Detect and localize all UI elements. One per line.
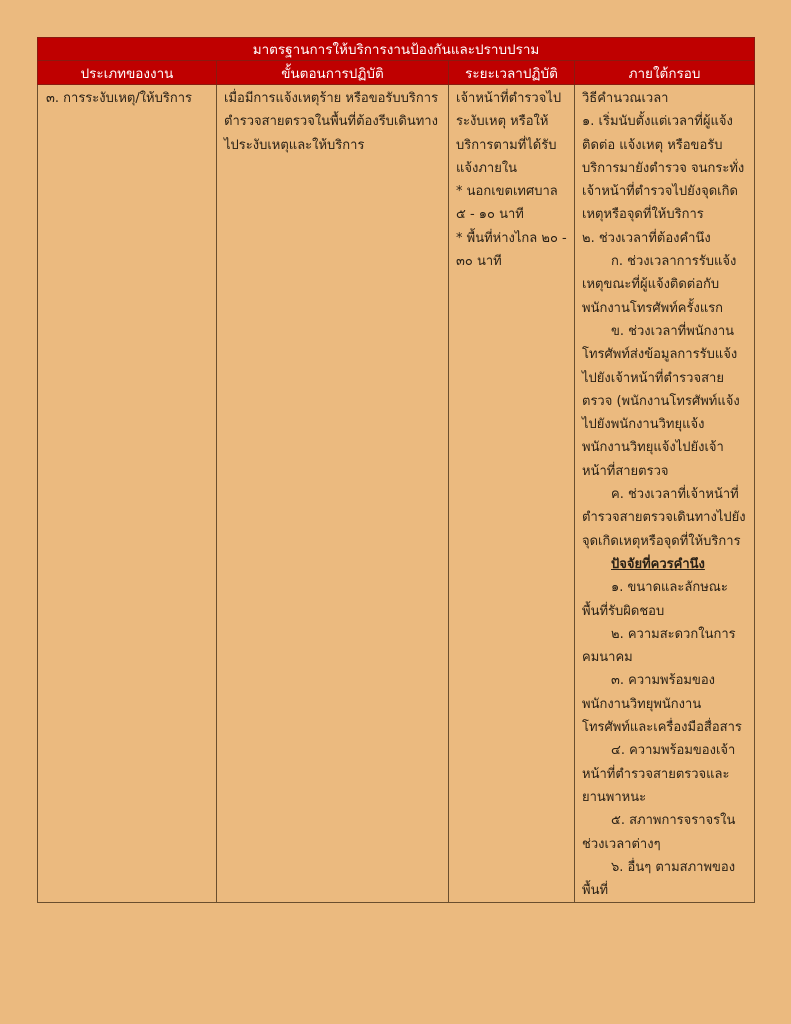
header-work-type: ประเภทของงาน [38,61,217,85]
cell-duration [449,85,575,903]
framework-item-2: ๒. ช่วงเวลาที่ต้องคำนึง [582,230,711,246]
factor-item: ๑. ขนาดและลักษณะพื้นที่รับผิดชอบ [582,580,728,619]
procedure-text: เมื่อมีการแจ้งเหตุร้าย หรือขอรับบริการ ตำรวจสายตรวจในพื้นที่ต้องรีบเดินทางไประงับเหตุและให้บริการ [224,91,439,153]
factor-item: ๕. สภาพการจราจรในช่วงเวลาต่างๆ [582,813,736,852]
factor-item: ๔. ความพร้อมของเจ้าหน้าที่ตำรวจสายตรวจและยานพาหนะ [582,743,736,805]
factor-item: ๖. อื่นๆ ตามสภาพของพื้นที่ [582,859,736,899]
service-standard-table [37,37,755,903]
cell-work-type [38,85,217,903]
table-header-row [38,61,755,85]
header-duration: ระยะเวลาปฏิบัติ [449,61,575,85]
header-framework: ภายใต้กรอบ [575,61,755,85]
cell-procedure [217,85,449,903]
framework-sub-a: ก. ช่วงเวลาการรับแจ้งเหตุขณะที่ผู้แจ้งติดต่อกับพนักงานโทรศัพท์ครั้งแรก [582,254,737,316]
framework-item-1: ๑. เริ่มนับตั้งแต่เวลาที่ผู้แจ้งติดต่อ แจ้งเหตุ หรือขอรับบริการมายังตำรวจ จนกระทั่งเจ้าหน้าที่ตำรวจไปยังจุดเกิดเหตุหรือจุดที่ให้บริการ [582,114,745,223]
work-type-text: ๓. การระงับเหตุ/ให้บริการ [46,91,193,106]
table-title-row [38,38,755,61]
factor-item: ๓. ความพร้อมของพนักงานวิทยุพนักงานโทรศัพท์และเครื่องมือสื่อสาร [582,673,742,736]
framework-sub-b: ข. ช่วงเวลาที่พนักงานโทรศัพท์ส่งข้อมูลการรับแจ้งไปยังเจ้าหน้าที่ตำรวจสายตรวจ (พนักงานโทรศัพท์แจ้งไปยังพนักงานวิทยุแจ้ง พนักงานวิทยุแจ้งไปยังเจ้าหน้าที่สายตรวจ [582,323,740,479]
framework-sub-c: ค. ช่วงเวลาที่เจ้าหน้าที่ตำรวจสายตรวจเดินทางไปยังจุดเกิดเหตุหรือจุดที่ให้บริการ [582,487,746,549]
framework-method: วิธีคำนวณเวลา [582,91,669,106]
cell-framework [575,85,755,903]
duration-remote-area: * พื้นที่ห่างไกล ๒๐ - ๓๐ นาที [456,230,567,270]
duration-text: เจ้าหน้าที่ตำรวจไประงับเหตุ หรือให้บริการตามที่ได้รับแจ้งภายใน [456,91,562,176]
table-row [38,85,755,903]
duration-outside-municipality: * นอกเขตเทศบาล ๕ - ๑๐ นาที [456,184,558,223]
header-procedure: ขั้นตอนการปฏิบัติ [217,61,449,85]
factors-heading: ปัจจัยที่ควรคำนึง [611,556,705,572]
factor-item: ๒. ความสะดวกในการคมนาคม [582,626,736,666]
table-title: มาตรฐานการให้บริการงานป้องกันและปราบปราม [38,38,755,61]
